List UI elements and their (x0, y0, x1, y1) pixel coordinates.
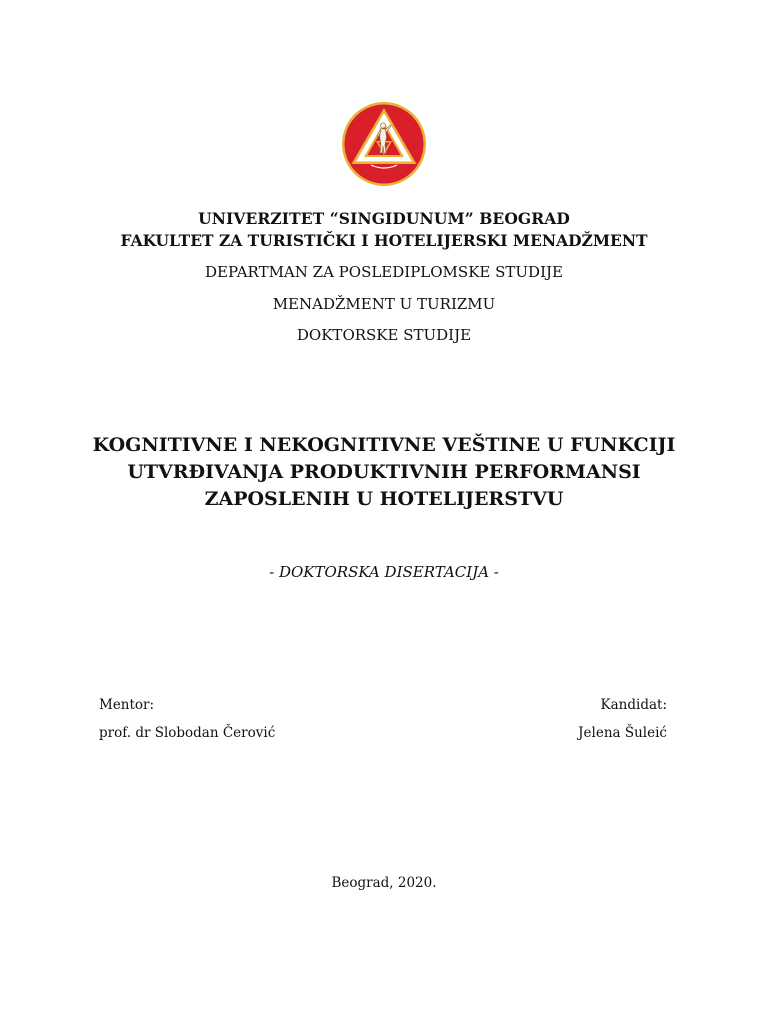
title-line-3: ZAPOSLENIH U HOTELIJERSTVU (204, 488, 564, 510)
program-name: MENADŽMENT U TURIZMU (272, 295, 496, 313)
department-name: DEPARTMAN ZA POSLEDIPLOMSKE STUDIJE (205, 263, 563, 281)
mentor-label: Mentor: (99, 697, 155, 713)
study-level: DOKTORSKE STUDIJE (296, 326, 472, 344)
title-line-1: KOGNITIVNE I NEKOGNITIVNE VEŠTINE U FUNKCIJI (92, 434, 676, 456)
place-and-date: Beograd, 2020. (331, 875, 437, 891)
mentor-name: prof. dr Slobodan Čerović (99, 725, 276, 741)
singidunum-seal-icon (341, 101, 427, 187)
dissertation-title (84, 432, 684, 513)
candidate-name: Jelena Šuleić (578, 725, 667, 741)
university-name: UNIVERZITET “SINGIDUNUM” BEOGRAD (198, 209, 570, 228)
faculty-name: FAKULTET ZA TURISTIČKI I HOTELIJERSKI MENADŽMENT (120, 231, 648, 250)
title-line-2: UTVRĐIVANJA PRODUKTIVNIH PERFORMANSI (127, 461, 641, 483)
document-type: - DOKTORSKA DISERTACIJA - (269, 563, 499, 581)
candidate-label: Kandidat: (600, 697, 667, 713)
